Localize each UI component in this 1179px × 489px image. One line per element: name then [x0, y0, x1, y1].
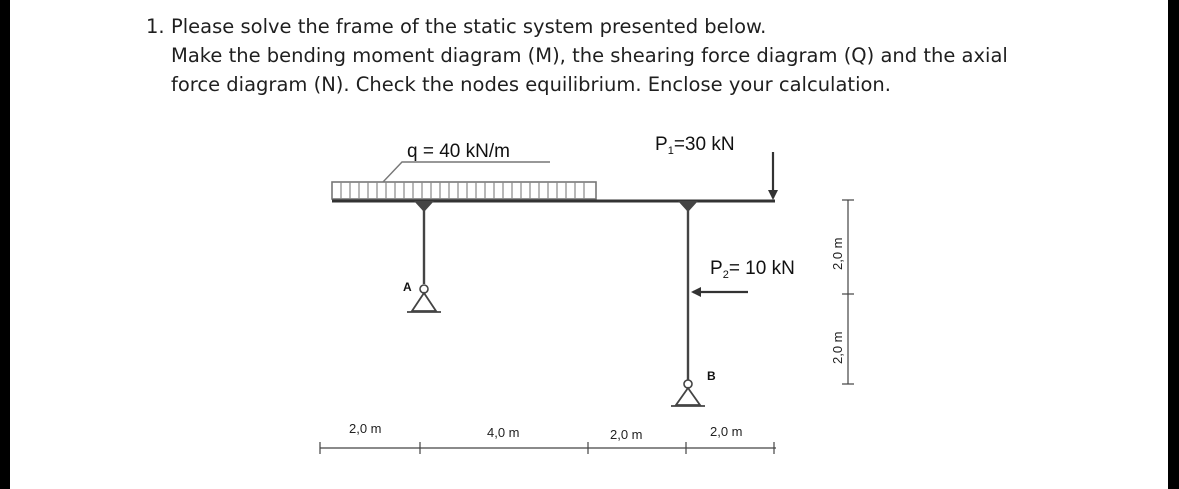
load-leader-line	[383, 162, 550, 182]
page	[10, 0, 1168, 489]
q-label: q = 40 kN/m	[407, 141, 510, 162]
problem-number: 1.	[146, 15, 165, 38]
support-a	[407, 285, 441, 312]
distributed-load	[332, 162, 596, 199]
support-b	[671, 380, 705, 406]
column-b	[678, 201, 698, 380]
dim-right-2: 2,0 m	[830, 331, 845, 364]
dim-bottom-3: 2,0 m	[610, 427, 643, 442]
problem-line-2: Make the bending moment diagram (M), the shearing force diagram (Q) and the axial	[171, 44, 1008, 67]
dim-right-1: 2,0 m	[830, 237, 845, 270]
p2-label: $P_2= 10$ kN	[710, 258, 795, 281]
dim-bottom-4: 2,0 m	[710, 424, 743, 439]
problem-title: Please solve the frame of the static system presented below.	[171, 15, 767, 38]
dim-bottom-2: 4,0 m	[487, 425, 520, 440]
frame-diagram	[10, 0, 1168, 489]
support-b-label: B	[707, 369, 716, 383]
column-a	[414, 201, 434, 284]
dim-bottom-1: 2,0 m	[349, 421, 382, 436]
problem-line-3: force diagram (N). Check the nodes equilibrium. Enclose your calculation.	[171, 73, 891, 96]
bottom-dimension	[320, 442, 776, 454]
p1-label: $P_1=30$ kN	[655, 134, 735, 157]
support-a-label: A	[403, 280, 412, 294]
